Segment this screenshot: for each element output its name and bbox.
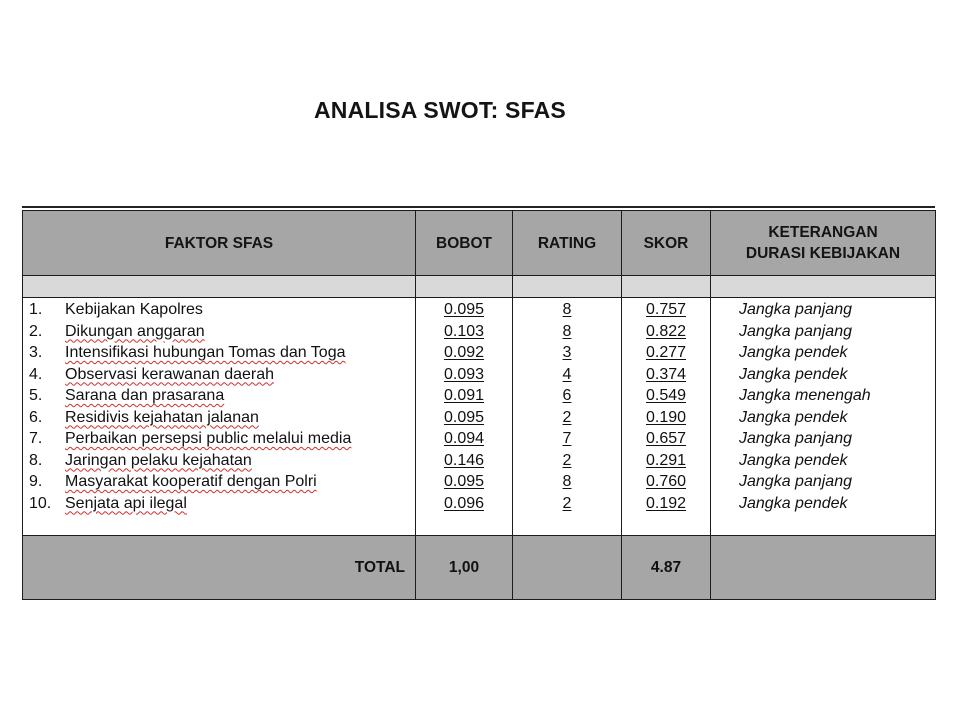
bobot-value: 0.091	[443, 387, 485, 404]
spacer-cell	[513, 276, 622, 298]
header-keterangan	[711, 211, 936, 276]
bobot-value: 0.093	[443, 365, 485, 383]
factor-number: 3.	[29, 344, 43, 361]
factor-label: Perbaikan persepsi public melalui media	[65, 430, 352, 447]
total-label: TOTAL	[23, 536, 416, 600]
total-keterangan	[711, 536, 936, 600]
rating-value: 2	[562, 408, 572, 426]
keterangan-value: Jangka pendek	[739, 344, 848, 361]
spacer-row	[23, 276, 936, 298]
keterangan-value: Jangka pendek	[739, 365, 848, 383]
keterangan-value: Jangka pendek	[739, 408, 848, 426]
factor-label: Jaringan pelaku kejahatan	[65, 451, 252, 469]
factor-item	[23, 321, 415, 343]
rating-value: 8	[562, 322, 572, 340]
keterangan-column	[711, 298, 936, 536]
factor-number: 1.	[29, 301, 43, 318]
factor-number: 9.	[29, 473, 43, 490]
skor-value: 0.822	[645, 322, 687, 340]
factor-number: 2.	[29, 322, 43, 340]
factor-number: 10.	[29, 494, 52, 512]
rating-value: 4	[562, 365, 572, 383]
sfas-table	[22, 210, 936, 600]
factor-item	[23, 428, 415, 450]
spacer-cell	[622, 276, 711, 298]
bobot-value: 0.092	[443, 344, 485, 361]
factor-number: 8.	[29, 451, 43, 469]
factor-item	[23, 385, 415, 407]
factor-label: Masyarakat kooperatif dengan Polri	[65, 473, 317, 490]
header-rating: RATING	[513, 211, 622, 276]
skor-value: 0.757	[645, 301, 687, 318]
bobot-column	[416, 298, 513, 536]
keterangan-value: Jangka pendek	[739, 451, 848, 469]
factor-label: Sarana dan prasarana	[65, 387, 225, 404]
rating-value: 8	[562, 473, 572, 490]
bobot-value: 0.096	[443, 494, 485, 512]
total-skor: 4.87	[622, 536, 711, 600]
factor-item	[23, 299, 415, 321]
rating-value: 2	[562, 494, 572, 512]
factor-item	[23, 364, 415, 386]
factor-label: Intensifikasi hubungan Tomas dan Toga	[65, 344, 346, 361]
keterangan-value: Jangka panjang	[739, 430, 852, 447]
factor-label: Dikungan anggaran	[65, 322, 205, 340]
rating-value: 8	[562, 301, 572, 318]
keterangan-value: Jangka panjang	[739, 473, 852, 490]
factor-label: Residivis kejahatan jalanan	[65, 408, 259, 426]
factor-column	[23, 298, 416, 536]
spacer-cell	[23, 276, 416, 298]
factor-item	[23, 342, 415, 364]
keterangan-value: Jangka panjang	[739, 322, 852, 340]
page-title: ANALISA SWOT: SFAS	[314, 97, 566, 123]
factor-label: Senjata api ilegal	[65, 494, 187, 512]
bobot-value: 0.095	[443, 301, 485, 318]
factor-number: 7.	[29, 430, 43, 447]
total-rating	[513, 536, 622, 600]
skor-column	[622, 298, 711, 536]
factor-item	[23, 493, 415, 515]
bobot-value: 0.094	[443, 430, 485, 447]
keterangan-value: Jangka pendek	[739, 494, 848, 512]
skor-value: 0.190	[645, 408, 687, 426]
rating-value: 3	[562, 344, 572, 361]
rating-value: 6	[562, 387, 572, 404]
keterangan-value: Jangka menengah	[739, 387, 871, 404]
rating-value: 7	[562, 430, 572, 447]
header-keterangan-line1: KETERANGAN	[768, 224, 878, 241]
rating-column	[513, 298, 622, 536]
skor-value: 0.549	[645, 387, 687, 404]
skor-value: 0.277	[645, 344, 687, 361]
factor-item	[23, 471, 415, 493]
header-factor: FAKTOR SFAS	[23, 211, 416, 276]
bobot-value: 0.103	[443, 322, 485, 340]
keterangan-value: Jangka panjang	[739, 301, 852, 318]
skor-value: 0.760	[645, 473, 687, 490]
skor-value: 0.374	[645, 365, 687, 383]
header-skor: SKOR	[622, 211, 711, 276]
bobot-value: 0.095	[443, 408, 485, 426]
factor-label: Observasi kerawanan daerah	[65, 365, 275, 383]
factor-label: Kebijakan Kapolres	[65, 301, 203, 318]
spacer-cell	[416, 276, 513, 298]
bobot-value: 0.146	[443, 451, 485, 469]
total-bobot: 1,00	[416, 536, 513, 600]
table-header-row	[23, 211, 936, 276]
header-bobot: BOBOT	[416, 211, 513, 276]
skor-value: 0.657	[645, 430, 687, 447]
factor-number: 5.	[29, 387, 43, 404]
factor-item	[23, 407, 415, 429]
table-body-row	[23, 298, 936, 536]
header-keterangan-line2: DURASI KEBIJAKAN	[745, 245, 901, 262]
spacer-cell	[711, 276, 936, 298]
sfas-table-container	[22, 206, 935, 598]
bobot-value: 0.095	[443, 473, 485, 490]
skor-value: 0.192	[645, 494, 687, 512]
total-row	[23, 536, 936, 600]
rating-value: 2	[562, 451, 572, 469]
factor-item	[23, 450, 415, 472]
factor-number: 4.	[29, 365, 43, 383]
factor-number: 6.	[29, 408, 43, 426]
skor-value: 0.291	[645, 451, 687, 469]
